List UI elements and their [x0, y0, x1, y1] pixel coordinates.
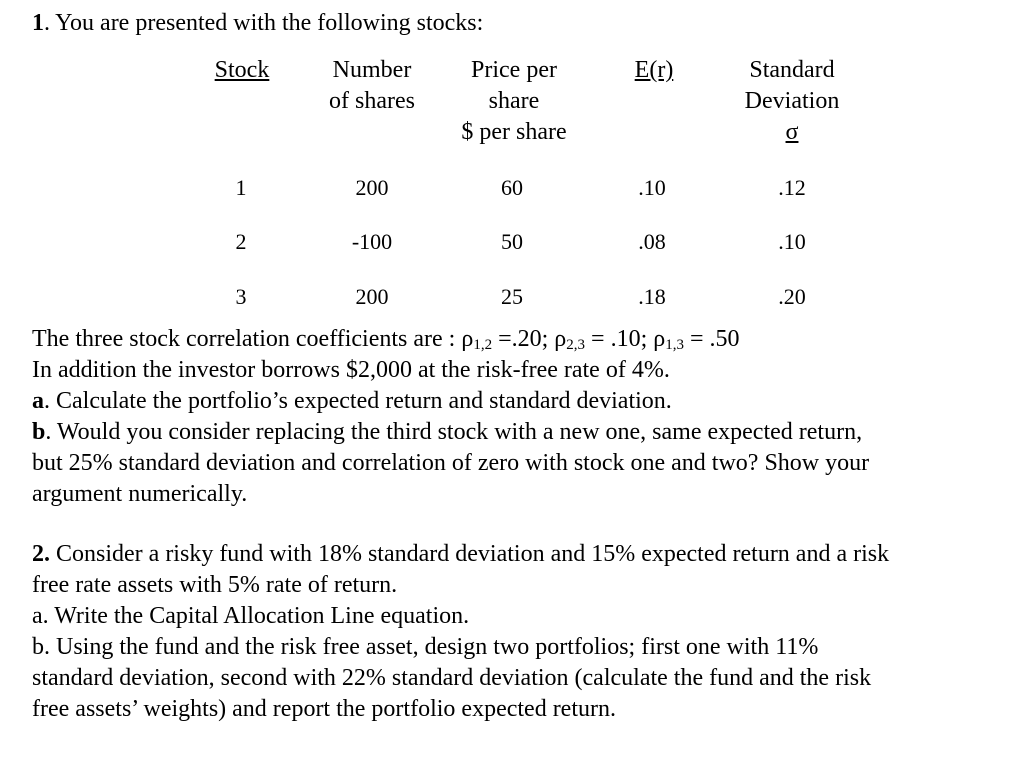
rho-13-value: = .50 [683, 326, 740, 352]
q1b-label: b [32, 419, 46, 445]
q2a-text: a. Write the Capital Allocation Line equation. [32, 603, 470, 629]
row3-price: 25 [501, 284, 523, 309]
q2-body1: Consider a risky fund with 18% standard deviation and 15% expected return and a risk [50, 541, 890, 567]
rho-23-sub: 2,3 [566, 337, 586, 353]
header-price [446, 55, 582, 148]
row3-sd: .20 [778, 284, 806, 309]
q1-number: 1 [32, 10, 44, 36]
q2-number: 2. [32, 541, 50, 567]
rho-12-value: =.20; [492, 326, 555, 352]
rho-12-sub: 1,2 [473, 337, 493, 353]
q2b-line3: free assets’ weights) and report the portfolio expected return. [32, 696, 616, 722]
header-number [312, 55, 432, 117]
header-price-line1: Price per [471, 57, 557, 83]
row1-er: .10 [638, 175, 666, 200]
header-price-line2: share [488, 88, 540, 114]
rho-23 [554, 326, 653, 352]
q1b-line1 [32, 417, 862, 448]
rho-23-value: = .10; [585, 326, 654, 352]
q1a-body: . Calculate the portfolio’s expected return and standard deviation. [44, 388, 672, 414]
corr-prefix: The three stock correlation coefficients are : [32, 326, 462, 352]
header-stock: Stock [214, 57, 270, 83]
row1-price: 60 [501, 175, 523, 200]
q1b-body1: . Would you consider replacing the third stock with a new one, same expected return, [45, 419, 863, 445]
header-number-line2: of shares [329, 88, 415, 114]
row2-sd: .10 [778, 229, 806, 254]
borrow-text: In addition the investor borrows $2,000 at the risk-free rate of 4%. [32, 357, 670, 383]
q1a-label: a [32, 388, 44, 414]
rho-12-symbol: ρ [461, 326, 474, 352]
header-er: E(r) [634, 57, 674, 83]
header-price-line3: $ per share [461, 119, 567, 145]
q1-intro: You are presented with the following stocks: [55, 10, 484, 36]
row2-er: .08 [638, 229, 666, 254]
header-sd-line2: Deviation [744, 88, 840, 114]
header-sd-sigma: σ [785, 119, 799, 145]
row3-stock: 3 [235, 284, 247, 309]
header-sd [722, 55, 862, 148]
row3-er: .18 [638, 284, 666, 309]
row1-sd: .12 [778, 175, 806, 200]
q2-line2: free rate assets with 5% rate of return. [32, 572, 398, 598]
rho-13-symbol: ρ [653, 326, 666, 352]
header-number-line1: Number [332, 57, 412, 83]
rho-12 [461, 326, 554, 352]
q1a-text [32, 386, 672, 417]
q2-line1 [32, 539, 889, 570]
row1-shares: 200 [355, 175, 389, 200]
q1b-line2: but 25% standard deviation and correlation of zero with stock one and two? Show your [32, 450, 870, 476]
row2-shares: -100 [351, 229, 393, 254]
q1b-line3: argument numerically. [32, 481, 248, 507]
header-sd-line1: Standard [749, 57, 835, 83]
rho-13 [653, 326, 739, 352]
rho-13-sub: 1,3 [665, 337, 684, 353]
q2b-line2: standard deviation, second with 22% standard deviation (calculate the fund and the risk [32, 665, 872, 691]
q1-heading: 1. You are presented with the following stocks: [32, 10, 484, 36]
q2b-line1: b. Using the fund and the risk free asset, design two portfolios; first one with 11% [32, 634, 819, 660]
rho-23-symbol: ρ [554, 326, 567, 352]
row2-stock: 2 [235, 229, 247, 254]
row3-shares: 200 [355, 284, 389, 309]
row2-price: 50 [501, 229, 523, 254]
row1-stock: 1 [235, 175, 247, 200]
